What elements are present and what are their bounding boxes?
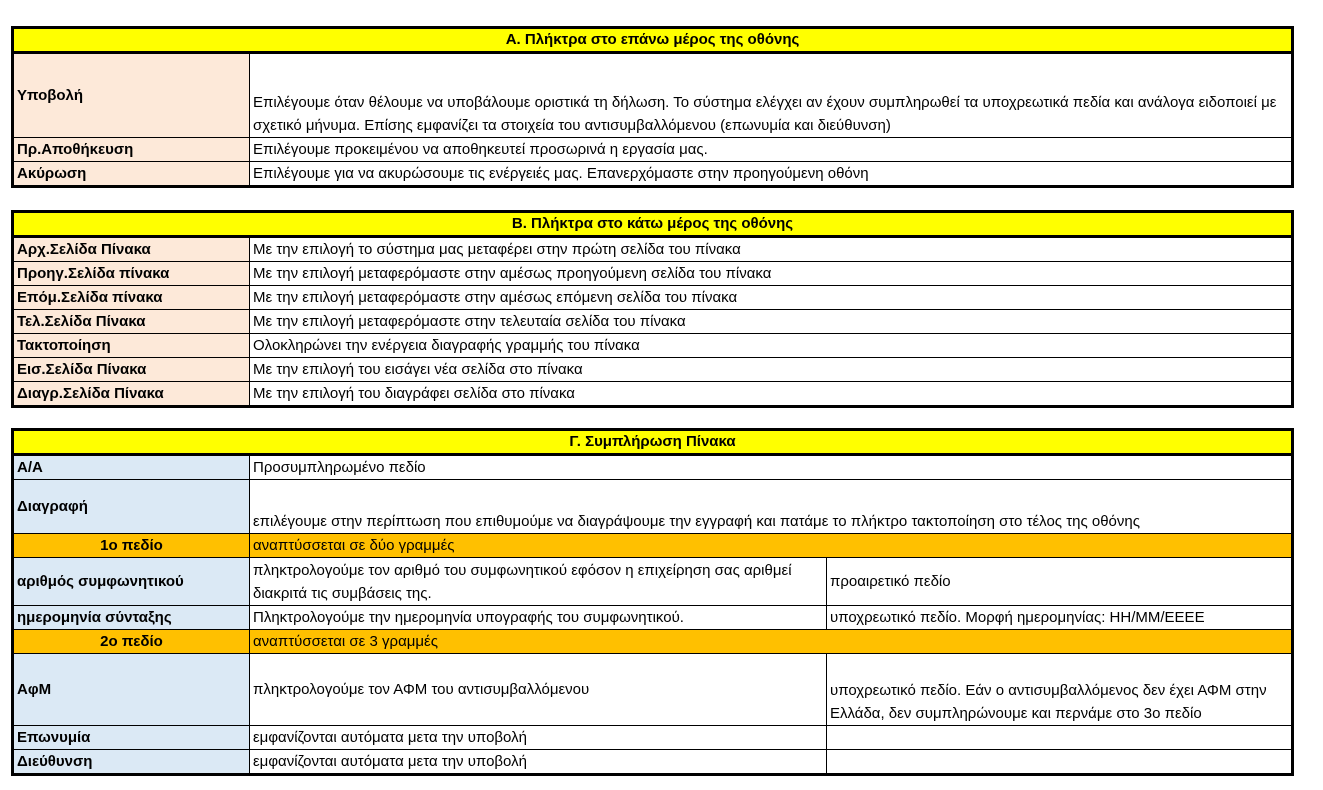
row-desc-date: Πληκτρολογούμε την ημερομηνία υπογραφής του συμφωνητικού. <box>250 606 827 630</box>
row-label-submit: Υποβολή <box>13 53 250 138</box>
row-desc-delete: επιλέγουμε στην περίπτωση που επιθυμούμε να διαγράψουμε την εγγραφή και πατάμε το πλήκτρο τακτοποίηση στο τέλος της οθόνης <box>250 480 1293 534</box>
section-b-table <box>11 210 1294 408</box>
row-label-arrange: Τακτοποίηση <box>13 334 250 358</box>
row-label-address: Διεύθυνση <box>13 750 250 775</box>
row-note-afm: υποχρεωτικό πεδίο. Εάν ο αντισυμβαλλόμενος δεν έχει ΑΦΜ στην Ελλάδα, δεν συμπληρώνουμε και περνάμε στο 3ο πεδίο <box>827 654 1293 726</box>
row-desc-name: εμφανίζονται αυτόματα μετα την υποβολή <box>250 726 827 750</box>
section-b-title: Β. Πλήκτρα στο κάτω μέρος της οθόνης <box>13 212 1293 237</box>
row-label-field-1: 1ο πεδίο <box>13 534 250 558</box>
row-label-delete: Διαγραφή <box>13 480 250 534</box>
row-desc-first-page: Με την επιλογή το σύστημα μας μεταφέρει στην πρώτη σελίδα του πίνακα <box>250 237 1293 262</box>
row-desc-afm: πληκτρολογούμε τον ΑΦΜ του αντισυμβαλλόμενου <box>250 654 827 726</box>
row-desc-contract-no: πληκτρολογούμε τον αριθμό του συμφωνητικού εφόσον η επιχείρηση σας αριθμεί διακριτά τις συμβάσεις της. <box>250 558 827 606</box>
row-label-first-page: Αρχ.Σελίδα Πίνακα <box>13 237 250 262</box>
row-label-name: Επωνυμία <box>13 726 250 750</box>
row-label-cancel: Ακύρωση <box>13 162 250 187</box>
row-label-next-page: Επόμ.Σελίδα πίνακα <box>13 286 250 310</box>
row-desc-last-page: Με την επιλογή μεταφερόμαστε στην τελευταία σελίδα του πίνακα <box>250 310 1293 334</box>
row-label-last-page: Τελ.Σελίδα Πίνακα <box>13 310 250 334</box>
row-label-field-2: 2ο πεδίο <box>13 630 250 654</box>
row-label-temp-save: Πρ.Αποθήκευση <box>13 138 250 162</box>
row-desc-next-page: Με την επιλογή μεταφερόμαστε στην αμέσως επόμενη σελίδα του πίνακα <box>250 286 1293 310</box>
row-label-aa: Α/Α <box>13 455 250 480</box>
row-desc-temp-save: Επιλέγουμε προκειμένου να αποθηκευτεί προσωρινά η εργασία μας. <box>250 138 1293 162</box>
row-note-date: υποχρεωτικό πεδίο. Μορφή ημερομηνίας: ΗΗ/ΜΜ/ΕΕΕΕ <box>827 606 1293 630</box>
row-label-prev-page: Προηγ.Σελίδα πίνακα <box>13 262 250 286</box>
row-note-address <box>827 750 1293 775</box>
section-a-title: Α. Πλήκτρα στο επάνω μέρος της οθόνης <box>13 28 1293 53</box>
row-desc-delete-page: Με την επιλογή του διαγράφει σελίδα στο πίνακα <box>250 382 1293 407</box>
row-desc-arrange: Ολοκληρώνει την ενέργεια διαγραφής γραμμής του πίνακα <box>250 334 1293 358</box>
row-desc-field-1: αναπτύσσεται σε δύο γραμμές <box>250 534 1293 558</box>
section-c-title: Γ. Συμπλήρωση Πίνακα <box>13 430 1293 455</box>
row-label-delete-page: Διαγρ.Σελίδα Πίνακα <box>13 382 250 407</box>
row-desc-field-2: αναπτύσσεται σε 3 γραμμές <box>250 630 1293 654</box>
row-desc-cancel: Επιλέγουμε για να ακυρώσουμε τις ενέργειές μας. Επανερχόμαστε στην προηγούμενη οθόνη <box>250 162 1293 187</box>
row-note-name <box>827 726 1293 750</box>
row-desc-insert-page: Με την επιλογή του εισάγει νέα σελίδα στο πίνακα <box>250 358 1293 382</box>
section-c-table <box>11 428 1294 776</box>
row-desc-submit: Επιλέγουμε όταν θέλουμε να υποβάλουμε οριστικά τη δήλωση. Το σύστημα ελέγχει αν έχουν συμπληρωθεί τα υποχρεωτικά πεδία και ανάλογα ειδοποιεί με σχετικό μήνυμα. Επίσης εμφανίζει τα στοιχεία του αντισυμβαλλόμενου (επωνυμία και διεύθυνση) <box>250 53 1293 138</box>
row-label-insert-page: Εισ.Σελίδα Πίνακα <box>13 358 250 382</box>
row-desc-prev-page: Με την επιλογή μεταφερόμαστε στην αμέσως προηγούμενη σελίδα του πίνακα <box>250 262 1293 286</box>
row-label-date: ημερομηνία σύνταξης <box>13 606 250 630</box>
row-label-afm: ΑφΜ <box>13 654 250 726</box>
section-a-table <box>11 26 1294 188</box>
row-desc-address: εμφανίζονται αυτόματα μετα την υποβολή <box>250 750 827 775</box>
row-label-contract-no: αριθμός συμφωνητικού <box>13 558 250 606</box>
row-note-contract-no: προαιρετικό πεδίο <box>827 558 1293 606</box>
row-desc-aa: Προσυμπληρωμένο πεδίο <box>250 455 1293 480</box>
